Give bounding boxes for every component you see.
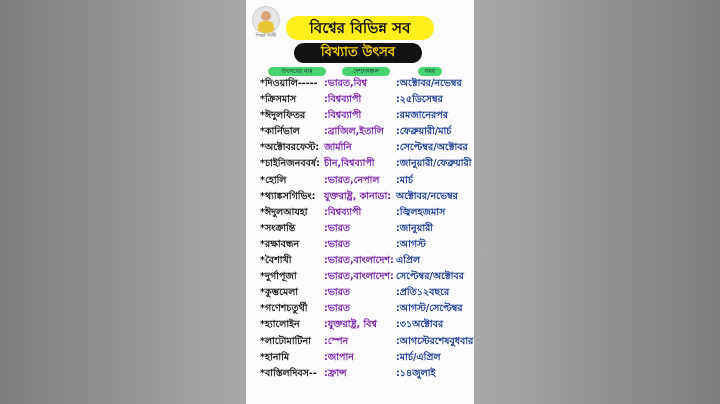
festival-place: :ভারত — [324, 287, 350, 299]
festival-place: :ব্রাজিল,ইতালি — [324, 126, 384, 138]
festival-time: সেপ্টেম্বর/অক্টোবর — [396, 271, 464, 283]
festival-name: *গণেশচতুর্থী — [260, 303, 308, 315]
festival-row — [246, 334, 474, 350]
festival-time: :সেপ্টেম্বর/অক্টোবর — [396, 142, 468, 154]
column-header-time: সময় — [418, 67, 442, 76]
festival-list — [246, 76, 474, 382]
festival-place: :জাপান — [324, 351, 354, 363]
festival-place: চীন,বিশ্বব্যাপী — [324, 158, 375, 170]
festival-place: :স্পেন — [324, 335, 349, 347]
festival-name: *বৈশাখী — [260, 255, 292, 267]
festival-row — [246, 140, 474, 156]
festival-place: :ভারত,বিশ্ব — [324, 78, 368, 89]
festival-name: *ঈদুলফিতর — [260, 110, 306, 122]
festival-name: *হ্যালোইন — [260, 319, 300, 331]
avatar-body — [258, 21, 274, 33]
column-header-name: উৎসবের নাম — [268, 67, 326, 76]
festival-name: *রক্ষাবন্ধন — [260, 238, 300, 250]
festival-name: *অক্টোবরফেস্ট: — [260, 142, 320, 154]
festival-time: :রমজানেরপর — [396, 110, 448, 122]
festival-name: *বাস্তিলদিবস-- — [260, 367, 317, 379]
festival-name: *লাটোমাটিনা — [260, 335, 311, 347]
festival-row — [246, 92, 474, 108]
festival-place: :ভারত,বাংলাদেশ: — [324, 255, 394, 267]
festival-place: :ভারত — [324, 303, 350, 315]
festival-row — [246, 173, 474, 189]
festival-time: অক্টোবর/নভেম্বর — [396, 190, 458, 202]
festival-time: এপ্রিল — [396, 255, 421, 267]
festival-name: *দিওয়ালি----- — [260, 78, 318, 89]
left-background — [0, 0, 246, 404]
festival-row — [246, 156, 474, 172]
festival-name: *হোলি — [260, 174, 287, 186]
avatar-caption: শিক্ষা সাথী — [255, 33, 277, 39]
festival-row — [246, 269, 474, 285]
festival-place: :যুক্তরাষ্ট্র, বিশ্ব — [324, 319, 377, 331]
festival-time: :জানুয়ারী/ফেব্রুয়ারী — [396, 158, 472, 170]
festival-time: :আগস্ট/সেপ্টেম্বর — [396, 303, 463, 315]
festival-row — [246, 124, 474, 140]
festival-row — [246, 76, 474, 92]
festival-name: *কার্নিভাল — [260, 126, 300, 138]
festival-time: :৩১অক্টোবর — [396, 319, 444, 331]
page-subtitle: বিখ্যাত উৎসব — [294, 43, 422, 63]
festival-row — [246, 205, 474, 221]
festival-place: :বিশ্বব্যাপী — [324, 94, 362, 106]
festival-name: *ক্রিসমাস — [260, 94, 297, 106]
festival-row — [246, 317, 474, 333]
festival-card — [246, 0, 474, 404]
festival-name: *দুর্গাপূজা — [260, 271, 297, 283]
festival-time: :ফেব্রুয়ারী/মার্চ — [396, 126, 452, 138]
festival-row — [246, 253, 474, 269]
festival-row — [246, 108, 474, 124]
festival-row — [246, 189, 474, 205]
festival-time: :১৪জুলাই — [396, 367, 436, 379]
page-title: বিশ্বের বিভিন্ন সব — [286, 16, 434, 40]
festival-place: :ফ্রান্স — [324, 367, 347, 379]
festival-time: :আগস্টেরশেষবুধবার — [396, 335, 474, 347]
festival-time: :জানুয়ারী — [396, 222, 434, 234]
festival-name: *ঈদুলআযহা — [260, 206, 308, 218]
festival-time: :মার্চ — [396, 174, 413, 186]
festival-row — [246, 221, 474, 237]
festival-name: *কুম্ভমেলা — [260, 287, 299, 299]
festival-row — [246, 350, 474, 366]
festival-name: *চাইনিজনববর্ষ: — [260, 158, 320, 170]
festival-place: :ভারত — [324, 238, 350, 250]
festival-place: :ভারত — [324, 222, 350, 234]
festival-place: :ভারত,নেপাল — [324, 174, 380, 186]
column-header-place: দেশ/অঞ্চল — [342, 67, 390, 76]
festival-place: :বিশ্বব্যাপী — [324, 206, 362, 218]
channel-avatar — [252, 6, 280, 34]
festival-place: :ভারত,বাংলাদেশ: — [324, 271, 394, 283]
festival-time: :অক্টোবর/নভেম্বর — [396, 78, 462, 89]
festival-place: :বিশ্বব্যাপী — [324, 110, 362, 122]
festival-name: *সংক্রান্তি — [260, 222, 296, 234]
festival-row — [246, 301, 474, 317]
festival-name: *থ্যাঙ্কসগিভিং: — [260, 190, 316, 202]
festival-row — [246, 366, 474, 382]
festival-time: :জ্বিলহজমাস — [396, 206, 446, 218]
festival-place: জার্মানি — [324, 142, 352, 154]
festival-row — [246, 237, 474, 253]
avatar-head — [261, 11, 271, 21]
festival-time: :মার্চ/এপ্রিল — [396, 351, 441, 363]
festival-place: যুক্তরাষ্ট্র, কানাডা: — [324, 190, 392, 202]
festival-time: :২৫ডিসেম্বর — [396, 94, 443, 106]
festival-row — [246, 285, 474, 301]
festival-time: :প্রতি১২বছরে — [396, 287, 450, 299]
festival-time: :আগস্ট — [396, 238, 426, 250]
festival-name: *হানামি — [260, 351, 290, 363]
right-background — [474, 0, 720, 404]
